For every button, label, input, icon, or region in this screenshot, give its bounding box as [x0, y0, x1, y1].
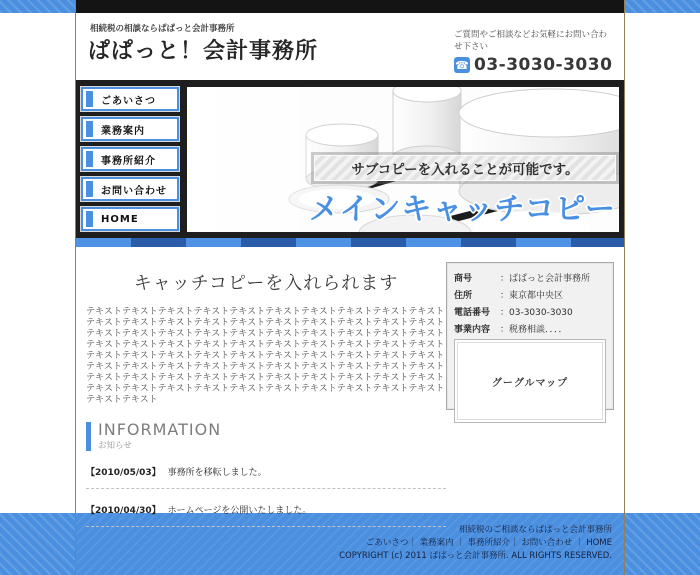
profile-value: ：税務相談．．．．	[500, 325, 568, 335]
catch-copy-heading: キャッチコピーを入れられます	[133, 273, 399, 294]
nav-accent-bar	[86, 121, 93, 137]
news-text: ホームページを公開いたしました。	[167, 506, 312, 516]
nav-accent-bar	[86, 91, 93, 107]
margin-stripe-top-right	[625, 0, 700, 13]
footer-nav	[76, 537, 612, 550]
office-profile-box	[446, 262, 614, 410]
information-title: INFORMATION	[98, 420, 222, 439]
footer-link-home[interactable]: HOME	[586, 538, 612, 548]
footer-separator: ｜	[510, 538, 519, 548]
site-title: ぱぱっと！会計事務所	[88, 39, 319, 64]
nav-item-office[interactable]	[81, 147, 179, 171]
footer-separator: ｜	[408, 538, 417, 548]
news-date: 【2010/04/30】	[86, 506, 161, 516]
placeholder-body-text: テキストテキストテキストテキストテキストテキストテキストテキストテキストテキストテキストテキストテキストテキストテキストテキストテキストテキストテキストテキストテキストテキストテキストテキストテキストテキストテキストテキストテキストテキストテキストテキストテキストテキストテキストテキストテキストテキストテキストテキストテキストテキストテキストテキストテキストテキストテキストテキストテキストテキストテキストテキストテキストテキストテキストテキストテキストテキストテキストテキストテキストテキストテキストテキストテキストテキストテキストテキストテキストテキストテキストテキストテキストテキストテキストテキストテキストテキストテキストテキストテキストテキスト	[86, 307, 445, 405]
information-header	[86, 422, 446, 451]
footer-tagline: 相続税のご相談ならぱぱっと会計事務所	[458, 525, 612, 535]
margin-stripe-top-left	[0, 0, 75, 13]
profile-label: 住所	[454, 291, 473, 301]
margin-stripe-bottom-right	[625, 513, 700, 575]
nav-item-label: 事務所紹介	[101, 155, 156, 167]
hero-image	[187, 87, 619, 232]
footer-separator: ｜	[456, 538, 465, 548]
nav-item-label: HOME	[101, 213, 139, 225]
phone-row	[454, 55, 614, 75]
visual-section	[76, 80, 624, 238]
profile-label: 商号	[454, 274, 473, 284]
nav-accent-bar	[86, 151, 93, 167]
information-subtitle: お知らせ	[98, 441, 132, 451]
footer-link-contact[interactable]: お問い合わせ	[521, 538, 573, 548]
nav-item-contact[interactable]	[81, 177, 179, 201]
sidebar-nav	[81, 87, 182, 232]
phone-number: 03-3030-3030	[474, 55, 613, 75]
profile-label: 事業内容	[454, 325, 491, 335]
header-tagline: 相続税の相談ならぱぱっと会計事務所	[90, 24, 235, 34]
news-item	[86, 503, 446, 527]
profile-row	[454, 288, 606, 301]
phone-icon: ☎	[455, 58, 469, 72]
google-map-label: グーグルマップ	[491, 377, 569, 389]
footer-link-services[interactable]: 業務案内	[419, 538, 454, 548]
nav-accent-bar	[86, 211, 93, 227]
news-item	[86, 465, 446, 489]
profile-row	[454, 322, 606, 335]
nav-accent-bar	[86, 181, 93, 197]
news-text: 事務所を移転しました。	[167, 468, 267, 478]
nav-item-label: お問い合わせ	[101, 185, 167, 197]
news-date: 【2010/05/03】	[86, 468, 161, 478]
striped-divider	[76, 238, 624, 247]
content-column	[75, 0, 625, 575]
profile-label: 電話番号	[454, 308, 491, 318]
main-content	[76, 247, 624, 516]
nav-item-label: ごあいさつ	[101, 95, 156, 107]
hero-main-copy: メインキャッチコピー	[309, 192, 616, 227]
footer-separator: ｜	[574, 538, 584, 548]
profile-value: ：東京都中央区	[500, 291, 564, 301]
header-contact-block	[454, 28, 614, 75]
profile-value: ：ぱぱっと会計事務所	[500, 274, 591, 284]
footer-link-greeting[interactable]: ごあいさつ	[365, 538, 409, 548]
hero-sub-copy: サブコピーを入れることが可能です。	[351, 162, 579, 178]
top-black-bar	[76, 0, 624, 13]
nav-item-home[interactable]	[81, 207, 179, 231]
footer-link-office[interactable]: 事務所紹介	[467, 538, 511, 548]
profile-row	[454, 305, 606, 318]
contact-note: ご質問やご相談などお気軽にお問い合わせ下さい	[454, 30, 608, 52]
margin-stripe-bottom-left	[0, 513, 75, 575]
main-left-column	[86, 247, 446, 527]
nav-item-services[interactable]	[81, 117, 179, 141]
nav-item-label: 業務案内	[101, 125, 145, 137]
hero-sub-copy-band	[314, 155, 616, 181]
google-map-placeholder[interactable]	[454, 339, 606, 423]
profile-value: ：03-3030-3030	[500, 308, 573, 318]
profile-row	[454, 271, 606, 284]
nav-item-greeting[interactable]	[81, 87, 179, 111]
footer-copyright: COPYRIGHT (c) 2011 ぱぱっと会計事務所. ALL RIGHTS RESERVED.	[339, 551, 612, 561]
site-header	[76, 13, 624, 80]
